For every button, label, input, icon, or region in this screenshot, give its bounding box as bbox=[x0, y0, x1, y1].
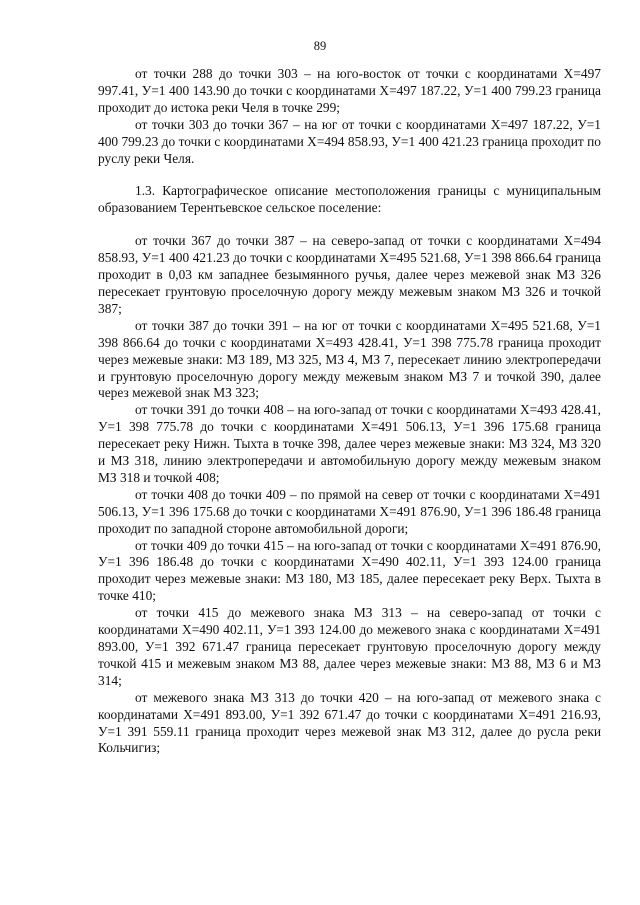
document-body bbox=[98, 66, 601, 757]
paragraph: от межевого знака МЗ 313 до точки 420 – на юго-запад от межевого знака с координатами Х=491 893.00, У=1 392 671.47 до точки с координатами Х=491 216.93, У=1 391 559.11 граница проходит через межевой знак МЗ 312, далее до русла реки Кольчигиз; bbox=[98, 689, 601, 756]
paragraph: от точки 387 до точки 391 – на юг от точки с координатами Х=495 521.68, У=1 398 866.64 до точки с координатами Х=493 428.41, У=1 398 775.78 граница проходит через межевые знаки: МЗ 189, МЗ 325, МЗ 4, МЗ 7, пересекает линию электропередачи и грунтовую проселочную дорогу между межевым знаком МЗ 7 и точкой 390, далее через межевой знак МЗ 323; bbox=[98, 317, 601, 401]
paragraph: от точки 415 до межевого знака МЗ 313 – на северо-запад от точки с координатами Х=490 402.11, У=1 393 124.00 до межевого знака с координатами Х=491 893.00, У=1 392 671.47 граница пересекает грунтовую проселочную дорогу между точкой 415 и межевым знаком МЗ 88, далее через межевые знаки: МЗ 88, МЗ 6 и МЗ 314; bbox=[98, 605, 601, 688]
paragraph: от точки 391 до точки 408 – на юго-запад от точки с координатами Х=493 428.41, У=1 398 775.78 до точки с координатами Х=491 506.13, У=1 396 175.68 граница пересекает реку Нижн. Тыхта в точке 398, далее через межевые знаки: МЗ 324, МЗ 320 и МЗ 318, линию электропередачи и автомобильную дорогу между межевым знаком МЗ 318 и точкой 408; bbox=[98, 402, 601, 485]
section-heading: 1.3. Картографическое описание местоположения границы с муниципальным образованием Терентьевское сельское поселение: bbox=[98, 183, 601, 216]
paragraph: от точки 367 до точки 387 – на северо-запад от точки с координатами Х=494 858.93, У=1 400 421.23 до точки с координатами Х=495 521.68, У=1 398 866.64 граница проходит в 0,03 км западнее безымянного ручья, далее через межевой знак МЗ 326 пересекает грунтовую проселочную дорогу между межевым знаком МЗ 326 и точкой 387; bbox=[98, 233, 601, 316]
paragraph: от точки 408 до точки 409 – по прямой на север от точки с координатами Х=491 506.13, У=1 396 175.68 до точки с координатами Х=491 876.90, У=1 396 186.48 граница проходит по западной стороне автомобильной дороги; bbox=[98, 486, 601, 536]
paragraph: от точки 409 до точки 415 – на юго-запад от точки с координатами Х=491 876.90, У=1 396 186.48 до точки с координатами Х=490 402.11, У=1 393 124.00 граница проходит через межевые знаки: МЗ 180, МЗ 185, далее пересекает реку Верх. Тыхта в точке 410; bbox=[98, 537, 601, 604]
paragraph: от точки 288 до точки 303 – на юго-восток от точки с координатами Х=497 997.41, У=1 400 143.90 до точки с координатами Х=497 187.22, У=1 400 799.23 граница проходит до истока реки Челя в точке 299; bbox=[98, 66, 601, 115]
paragraph: от точки 303 до точки 367 – на юг от точки с координатами Х=497 187.22, У=1 400 799.23 до точки с координатами Х=494 858.93, У=1 400 421.23 граница проходит по руслу реки Челя. bbox=[98, 116, 601, 166]
page-number: 89 bbox=[313, 39, 327, 53]
